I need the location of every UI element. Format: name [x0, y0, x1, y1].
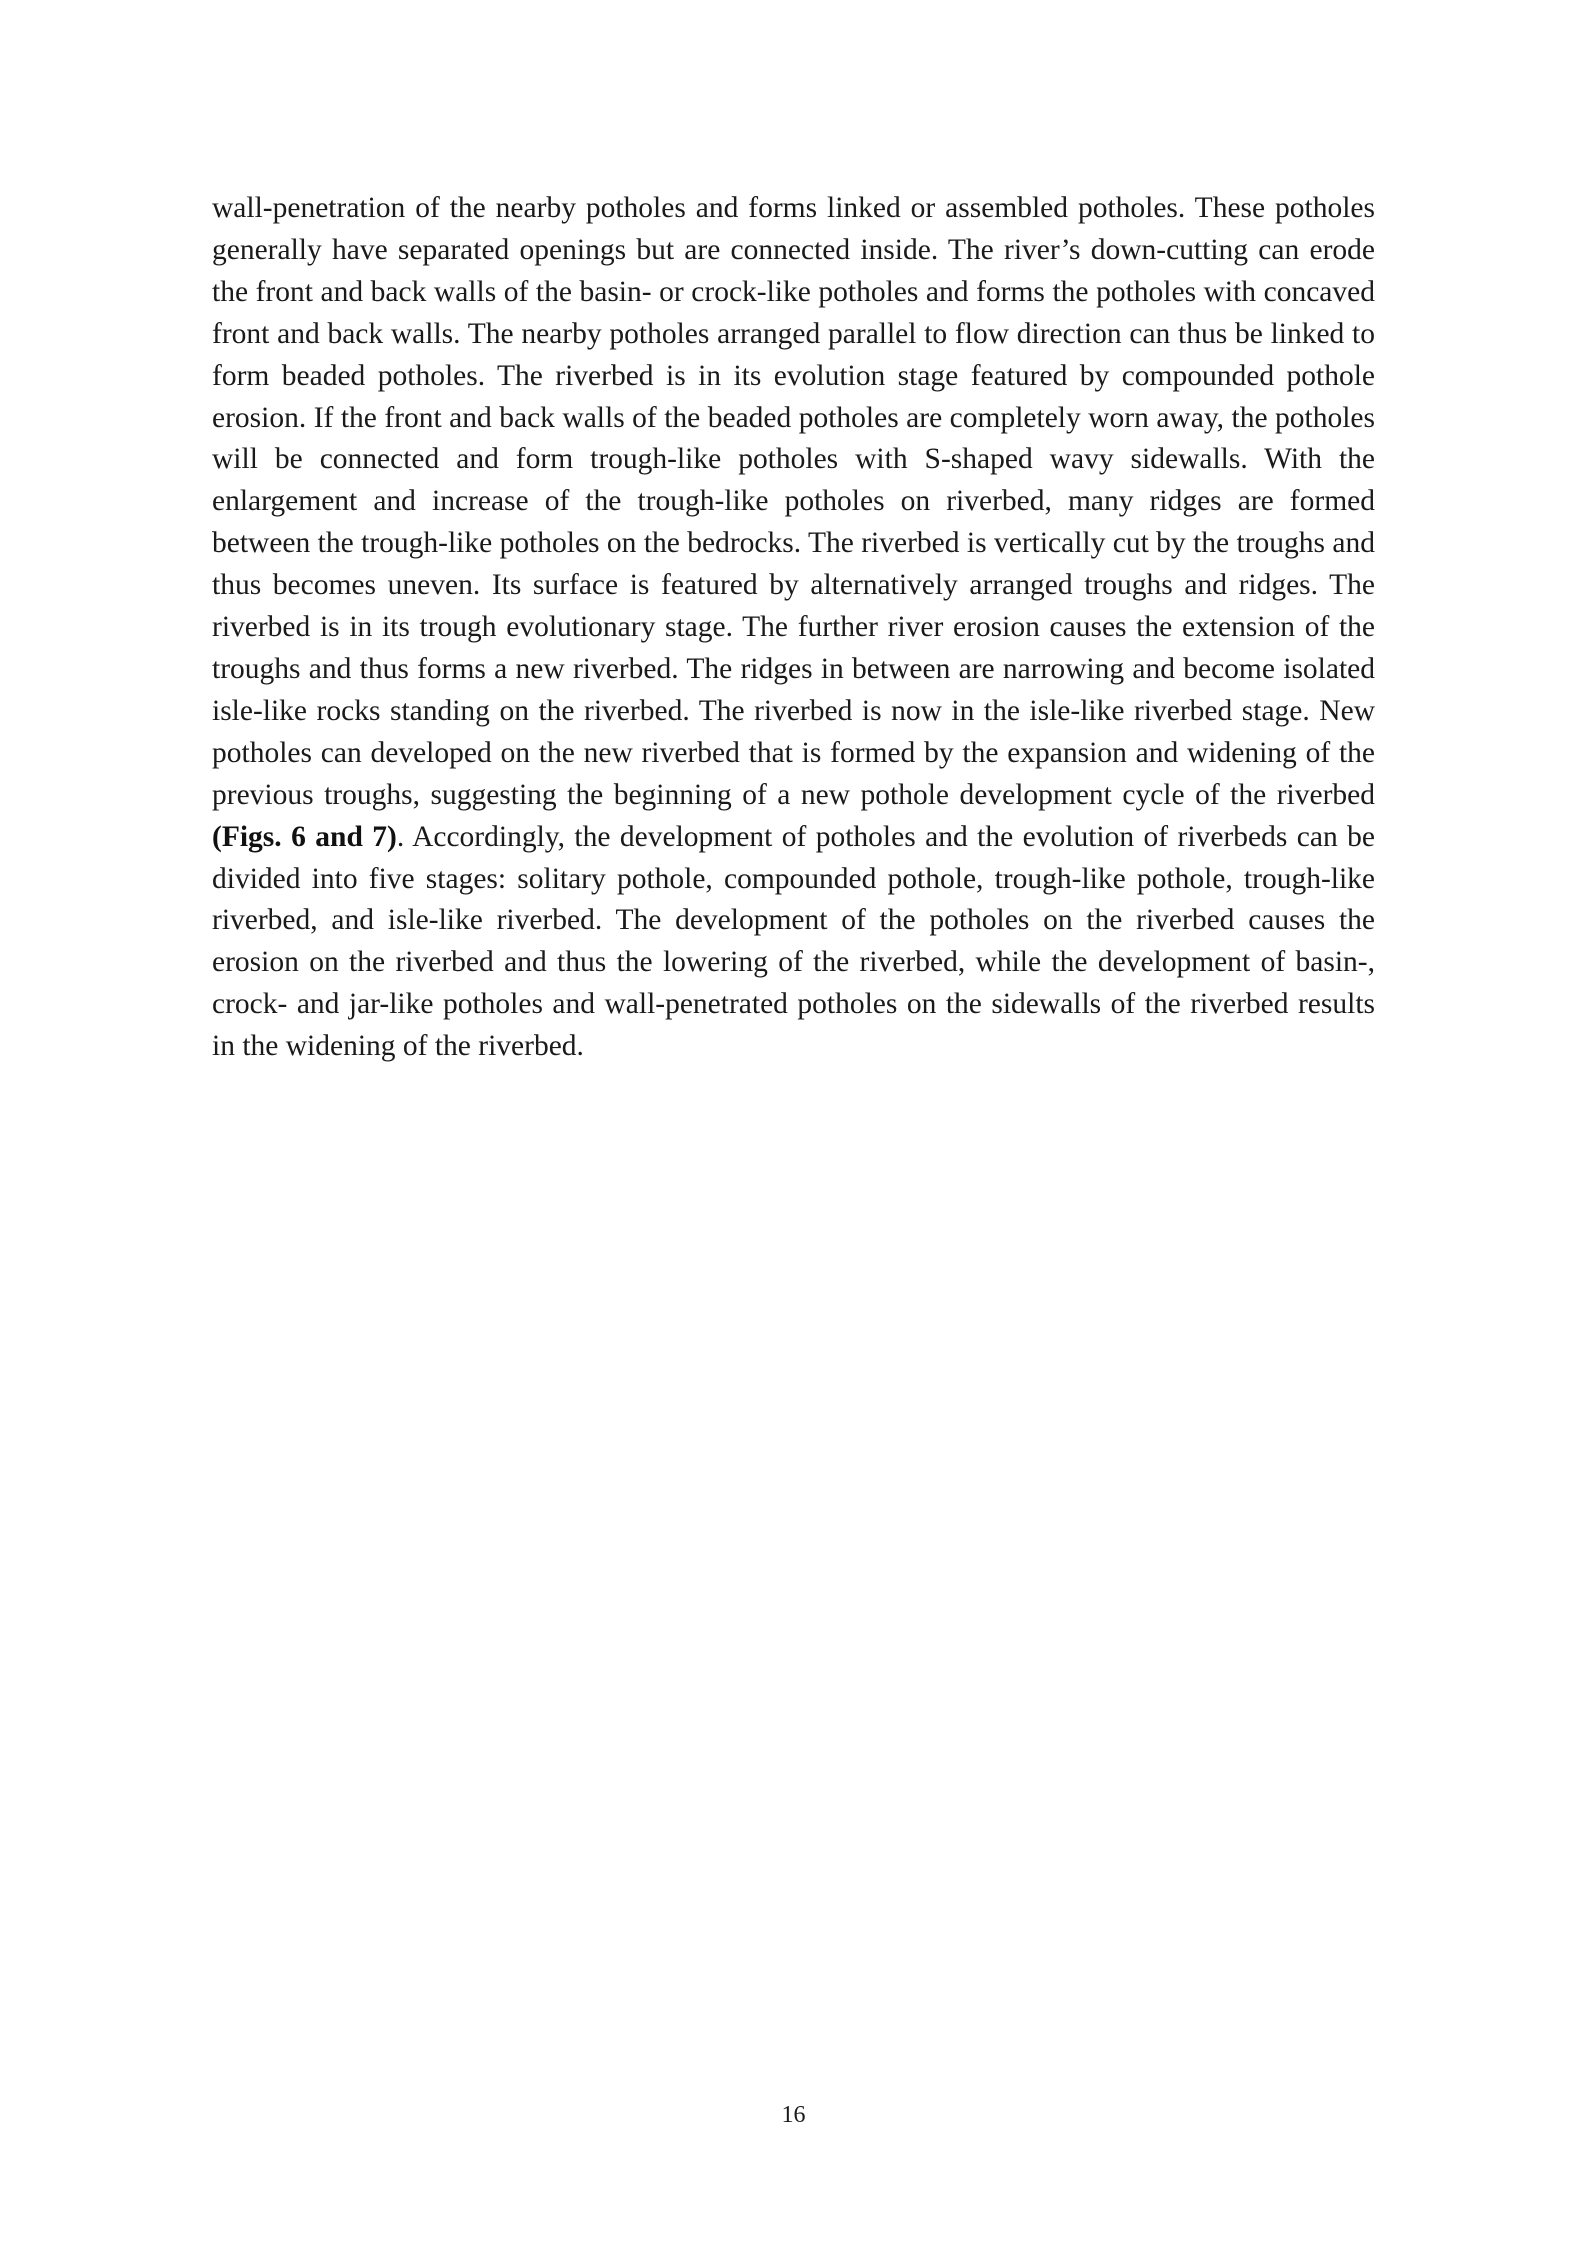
body-paragraph	[212, 188, 1375, 1068]
paragraph-text-end: . Accordingly, the development of potholes and the evolution of riverbeds can be divided into five stages: solitary pothole, compounded pothole, trough-like pothole, trough-like riverbed, and isle-like riverbed. The development of the potholes on the riverbed causes the erosion on the riverbed and thus the lowering of the riverbed, while the development of basin-, crock- and jar-like potholes and wall-penetrated potholes on the sidewalls of the riverbed results in the widening of the riverbed.	[212, 820, 1375, 1063]
paragraph-text-start: wall-penetration of the nearby potholes and forms linked or assembled potholes. These potholes generally have separated openings but are connected inside. The river’s down-cutting can erode the front and back walls of the basin- or crock-like potholes and forms the potholes with concaved front and back walls. The nearby potholes arranged parallel to flow direction can thus be linked to form beaded potholes. The riverbed is in its evolution stage featured by compounded pothole erosion. If the front and back walls of the beaded potholes are completely worn away, the potholes will be connected and form trough-like potholes with S-shaped wavy sidewalls. With the enlargement and increase of the trough-like potholes on riverbed, many ridges are formed between the trough-like potholes on the bedrocks. The riverbed is vertically cut by the troughs and thus becomes uneven. Its surface is featured by alternatively arranged troughs and ridges. The riverbed is in its trough evolutionary stage. The further river erosion causes the extension of the troughs and thus forms a new riverbed. The ridges in between are narrowing and become isolated isle-like rocks standing on the riverbed. The riverbed is now in the isle-like riverbed stage. New potholes can developed on the new riverbed that is formed by the expansion and widening of the previous troughs, suggesting the beginning of a new pothole development cycle of the riverbed	[212, 192, 1375, 811]
page-number: 16	[781, 2102, 806, 2128]
figure-reference: (Figs. 6 and 7)	[212, 820, 397, 853]
